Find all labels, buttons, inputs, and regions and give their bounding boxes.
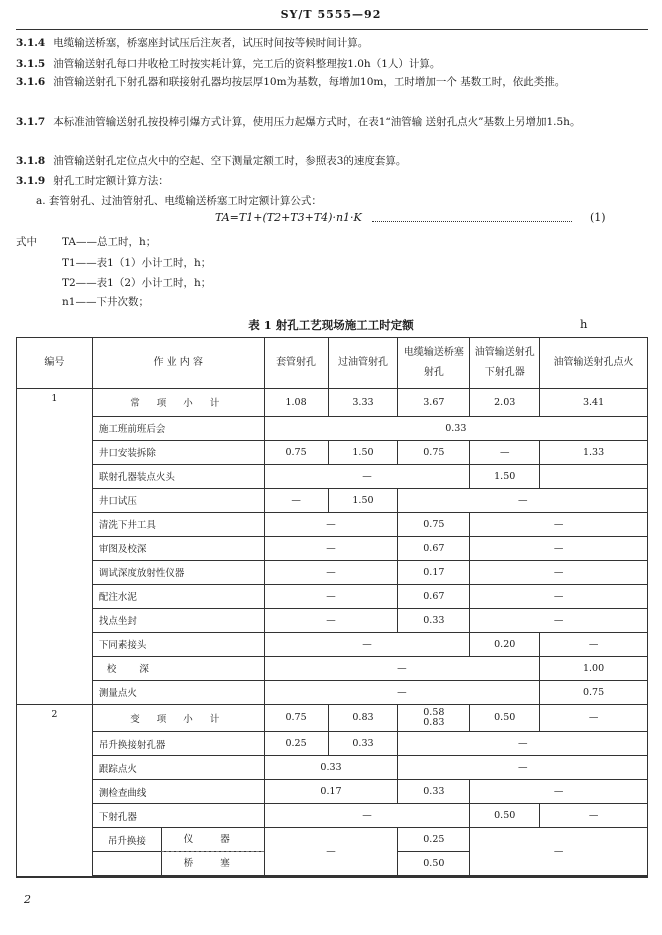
formula-row <box>0 211 662 229</box>
table-cell: 0.20 <box>470 632 540 656</box>
item-label: 审图及校深 <box>92 536 264 560</box>
table-cell: — <box>264 656 540 680</box>
item-label: 找点坐封 <box>92 608 264 632</box>
item-label: 井口试压 <box>92 488 264 512</box>
table-row <box>17 780 648 804</box>
table-cell: — <box>264 828 398 876</box>
col-tcp-run-header: 油管输送射孔下射孔器 <box>470 338 540 389</box>
paragraph-3-1-6 <box>16 74 644 90</box>
col-tcp-fire-header: 油管输送射孔点火 <box>540 338 648 389</box>
table-cell: — <box>264 608 398 632</box>
definition-n1: n1——下井次数； <box>62 296 149 308</box>
page-number: 2 <box>24 893 31 906</box>
item-label: 施工班前班后会 <box>92 416 264 440</box>
table-row <box>17 828 648 852</box>
table-row <box>17 440 648 464</box>
table-cell: 3.41 <box>540 389 648 417</box>
table-cell: 0.50 <box>398 852 470 876</box>
table-cell: 0.33 <box>398 608 470 632</box>
table-cell: 3.67 <box>398 389 470 417</box>
item-label: 井口安装拆除 <box>92 440 264 464</box>
table-cell: 0.50 <box>470 804 540 828</box>
table-title: 表 1 射孔工艺现场施工工时定额 <box>248 318 414 332</box>
document-header: SY/T 5555—92 <box>280 8 382 21</box>
table-row <box>17 680 648 704</box>
table-cell: — <box>470 828 648 876</box>
paragraph-3-1-4 <box>16 35 644 51</box>
clause-number: 3.1.9 <box>16 175 46 187</box>
subitem-a: a. 套管射孔、过油管射孔、电缆输送桥塞工时定额计算公式： <box>36 195 322 207</box>
table-cell: 1.33 <box>540 440 648 464</box>
col-casing-header: 套管射孔 <box>264 338 328 389</box>
table-cell: 0.75 <box>398 440 470 464</box>
total-time-formula: TA=T1+(T2+T3+T4)·n1·K <box>215 211 362 224</box>
table-cell: 0.75 <box>540 680 648 704</box>
table-cell: 0.33 <box>398 780 470 804</box>
table-row <box>17 389 648 417</box>
clause-number: 3.1.6 <box>16 76 46 88</box>
table-bottom-rule <box>16 876 648 878</box>
table-cell: 0.33 <box>328 732 398 756</box>
paragraph-3-1-9 <box>16 173 644 189</box>
table-cell: — <box>470 440 540 464</box>
item-label: 测量点火 <box>92 680 264 704</box>
table-header-row <box>17 338 648 389</box>
table-cell: 1.00 <box>540 656 648 680</box>
table-cell: 0.33 <box>264 756 398 780</box>
item-label: 下射孔器 <box>92 804 264 828</box>
col-content-header: 作 业 内 容 <box>92 338 264 389</box>
table-cell: 0.17 <box>264 780 398 804</box>
item-label: 清洗下井工具 <box>92 512 264 536</box>
table-cell: 0.25 <box>264 732 328 756</box>
item-label: 跟踪点火 <box>92 756 264 780</box>
col-bridge-plug-header: 电缆输送桥塞射孔 <box>398 338 470 389</box>
table-cell: — <box>264 632 470 656</box>
table-cell: — <box>264 584 398 608</box>
table-row <box>17 804 648 828</box>
definition-t2: T2——表1（2）小计工时，h； <box>62 277 212 289</box>
cell-value: 0.58 <box>423 706 445 718</box>
definition-t1: T1——表1（1）小计工时，h； <box>62 257 212 269</box>
table-cell: 2.03 <box>470 389 540 417</box>
table-cell: 0.75 <box>264 704 328 732</box>
cell-value: 0.83 <box>423 716 445 728</box>
table-cell: 0.17 <box>398 560 470 584</box>
item-label: 调试深度放射性仪器 <box>92 560 264 584</box>
table-cell: — <box>398 756 648 780</box>
table-cell: — <box>470 584 648 608</box>
table-row <box>17 756 648 780</box>
table-cell: 0.67 <box>398 584 470 608</box>
table-cell: 1.50 <box>328 440 398 464</box>
table-row <box>17 488 648 512</box>
table-cell: — <box>540 804 648 828</box>
table-row <box>17 536 648 560</box>
item-label: 测检查曲线 <box>92 780 264 804</box>
table-cell: — <box>264 680 540 704</box>
table-cell: 0.67 <box>398 536 470 560</box>
leader-dots <box>372 211 572 222</box>
clause-number: 3.1.5 <box>16 58 46 70</box>
subtotal-label: 变 项 小 计 <box>92 704 264 732</box>
table-row <box>17 560 648 584</box>
table-cell: 0.25 <box>398 828 470 852</box>
table-unit: h <box>580 317 588 331</box>
subtotal-label: 常 项 小 计 <box>92 389 264 417</box>
table-cell: — <box>398 488 648 512</box>
table-cell: — <box>264 804 470 828</box>
table-row <box>17 656 648 680</box>
table-cell: 3.33 <box>328 389 398 417</box>
clause-number: 3.1.8 <box>16 155 46 167</box>
table-cell: — <box>470 536 648 560</box>
table-row <box>17 632 648 656</box>
table-row <box>17 464 648 488</box>
paragraph-3-1-8 <box>16 153 644 169</box>
item-label-group <box>92 852 264 876</box>
item-label-group <box>92 828 264 852</box>
table-cell: — <box>540 704 648 732</box>
sub-item-label: 仪 器 <box>161 828 264 852</box>
row-number: 1 <box>17 389 93 417</box>
item-label: 吊升换接 <box>107 835 146 847</box>
table-cell: 1.08 <box>264 389 328 417</box>
table-row <box>17 512 648 536</box>
clause-number: 3.1.7 <box>16 116 46 128</box>
table-row <box>17 584 648 608</box>
table-cell: — <box>264 488 328 512</box>
header-rule <box>16 29 648 30</box>
table-row <box>17 608 648 632</box>
clause-text: 油管输送射孔下射孔器和联接射孔器均按层厚10m为基数，每增加10m，工时增加一个 基数工时，依此类推。 <box>53 76 566 88</box>
clause-text: 本标准油管输送射孔按投棒引爆方式计算，使用压力起爆方式时，在表1“油管输 送射孔点火”基数上另增加1.5h。 <box>53 116 581 128</box>
work-hour-table <box>16 337 648 876</box>
table-cell: — <box>264 560 398 584</box>
table-cell: 1.50 <box>470 464 540 488</box>
item-label: 联射孔器装点火头 <box>92 464 264 488</box>
table-row <box>17 416 648 440</box>
table-cell: — <box>540 632 648 656</box>
table-row <box>17 704 648 732</box>
table-cell: 0.83 <box>328 704 398 732</box>
item-label: 吊升换接射孔器 <box>92 732 264 756</box>
clause-text: 射孔工时定额计算方法： <box>53 175 169 187</box>
paragraph-3-1-7 <box>16 114 644 130</box>
table-cell: — <box>470 608 648 632</box>
table-cell: 0.50 <box>470 704 540 732</box>
table-cell: 0.75 <box>264 440 328 464</box>
where-label: 式中 <box>16 236 37 248</box>
item-label: 下同素接头 <box>92 632 264 656</box>
table-cell: — <box>470 512 648 536</box>
table-cell: 0.33 <box>264 416 647 440</box>
clause-text: 电缆输送桥塞，桥塞座封试压后注灰者，试压时间按等候时间计算。 <box>53 37 369 49</box>
table-cell: 1.50 <box>328 488 398 512</box>
clause-number: 3.1.4 <box>16 37 46 49</box>
table-row <box>17 732 648 756</box>
table-cell <box>398 704 470 732</box>
paragraph-3-1-5 <box>16 56 644 72</box>
table-cell: — <box>470 560 648 584</box>
item-label: 校 深 <box>92 656 264 680</box>
definition-ta: TA——总工时，h； <box>62 236 157 248</box>
table-cell: — <box>264 464 470 488</box>
clause-text: 油管输送射孔每口井收枪工时按实耗计算，完工后的资料整理按1.0h（1人）计算。 <box>53 58 441 70</box>
col-number-header: 编号 <box>17 338 93 389</box>
col-through-tubing-header: 过油管射孔 <box>328 338 398 389</box>
formula-number: (1) <box>590 211 606 224</box>
table-cell: 0.75 <box>398 512 470 536</box>
clause-text: 油管输送射孔定位点火中的空起、空下测量定额工时，参照表3的速度套算。 <box>53 155 407 167</box>
item-label: 配注水泥 <box>92 584 264 608</box>
table-cell: — <box>470 780 648 804</box>
table-cell: — <box>264 512 398 536</box>
sub-item-label: 桥 塞 <box>161 852 264 875</box>
row-number: 2 <box>17 704 93 732</box>
table-cell: — <box>264 536 398 560</box>
table-cell: — <box>398 732 648 756</box>
